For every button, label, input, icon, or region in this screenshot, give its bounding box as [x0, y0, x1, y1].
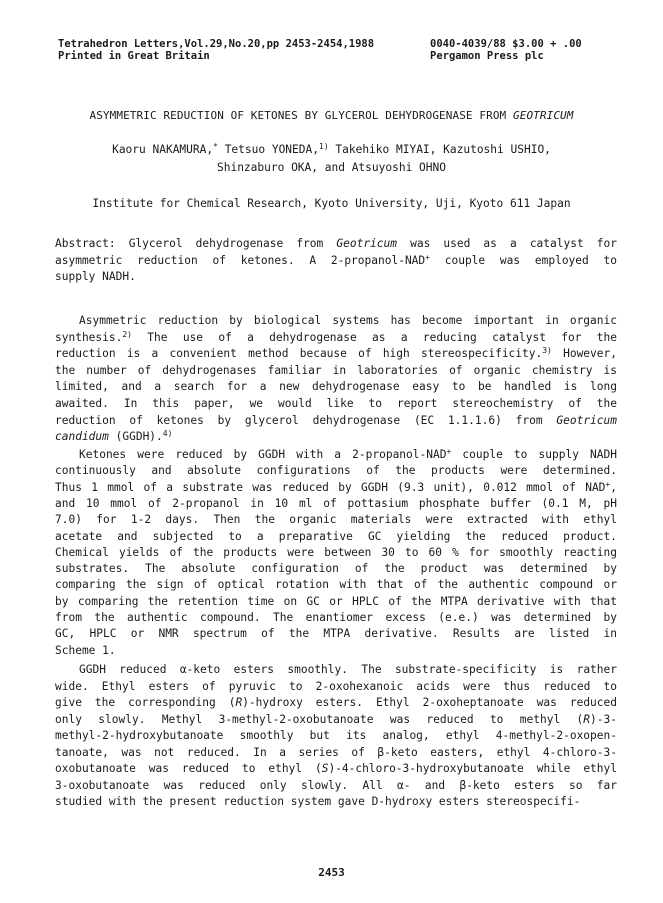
printed-in: Printed in Great Britain: [58, 50, 210, 62]
p3-line: tanoate, was not reduced. In a series of β-keto easters, ethyl 4-chloro-3-: [55, 745, 617, 759]
p2-line: from the authentic compound. The enantiomer excess (e.e.) was determined by: [55, 611, 617, 624]
p2-line: substrates. The absolute configuration of the product was determined by: [55, 562, 617, 576]
p1-line: awaited. In this paper, we would like to report stereochemistry of the: [55, 397, 617, 410]
p3-line: studied with the present reduction system gave D-hydroxy esters stereospecifi-: [55, 795, 581, 808]
authors-line-2: Shinzaburo OKA, and Atsuyoshi OHNO: [216, 161, 446, 174]
p3-line: GGDH reduced α-keto esters smoothly. The substrate-specificity is rather: [79, 663, 617, 676]
price-code: 0040-4039/88 $3.00 + .00: [430, 38, 582, 50]
page-number: 2453: [318, 866, 345, 879]
p2-line: by comparing the retention time on GC or HPLC of the MTPA derivative with that: [55, 594, 617, 608]
p3-line: give the corresponding (R)-hydroxy esters. Ethyl 2-oxoheptanoate was reduced: [55, 696, 617, 709]
p2-line: continuously and absolute configurations of the products were determined.: [55, 464, 617, 478]
affiliation: Institute for Chemical Research, Kyoto University, Uji, Kyoto 611 Japan: [92, 197, 571, 210]
publisher: Pergamon Press plc: [430, 50, 544, 62]
p1-line: synthesis.$^{2)}$ The use of a dehydrogenase as a reducing catalyst for the: [55, 329, 617, 344]
p3-line: wide. Ethyl esters of pyruvic to 2-oxohexanoic acids were thus reduced to: [55, 679, 617, 693]
abstract-line: supply NADH.: [55, 270, 136, 283]
p1-line: reduction is a convenient method because of high stereospecificity.$^{3)}$ However,: [55, 346, 617, 361]
abstract-line: Abstract: Glycerol dehydrogenase from Geotricum was used as a catalyst for: [55, 237, 617, 250]
abstract-line: asymmetric reduction of ketones. A 2-propanol-NAD+ couple was employed to: [55, 252, 617, 267]
p2-line: acetate and subjected to a preparative GC yielding the reduced product.: [55, 529, 617, 543]
p2-line: GC, HPLC or NMR spectrum of the MTPA derivative. Results are listed in: [55, 627, 617, 641]
p2-line: Thus 1 mmol of a substrate was reduced by GGDH (9.3 unit), 0.012 mmol of NAD+,: [55, 479, 617, 494]
p1-line: limited, and a search for a new dehydrogenase easy to be handled is long: [55, 380, 617, 394]
p3-line: only slowly. Methyl 3-methyl-2-oxobutanoate was reduced to methyl (R)-3-: [55, 712, 617, 726]
p2-line: and 10 mmol of 2-propanol in 10 ml of pottasium phosphate buffer (0.1 M, pH: [55, 496, 617, 510]
authors-line-1: Kaoru NAKAMURA,* Tetsuo YONEDA,$^{1)}$ Takehiko MIYAI, Kazutoshi USHIO,: [112, 142, 551, 156]
journal-citation: Tetrahedron Letters,Vol.29,No.20,pp 2453-2454,1988: [58, 38, 375, 50]
p2-line: comparing the sign of optical rotation with that of the authentic compound or: [55, 578, 617, 592]
p1-line: Asymmetric reduction by biological systems has become important in organic: [79, 314, 617, 327]
p2-line: Ketones were reduced by GGDH with a 2-propanol-NAD+ couple to supply NADH: [79, 447, 617, 461]
paper-title: ASYMMETRIC REDUCTION OF KETONES BY GLYCEROL DEHYDROGENASE FROM GEOTRICUM: [89, 109, 574, 122]
p3-line: oxobutanoate was reduced to ethyl (S)-4-chloro-3-hydroxybutanoate while ethyl: [55, 762, 617, 775]
p2-line: Scheme 1.: [55, 643, 116, 657]
p1-line: the number of dehydrogenases familiar in laboratories of organic chemistry is: [55, 363, 617, 377]
p1-line: reduction of ketones by glycerol dehydrogenase (EC 1.1.1.6) from Geotricum: [55, 413, 617, 427]
p2-line: 7.0) for 1-2 days. Then the organic materials were extracted with ethyl: [55, 513, 617, 527]
p3-line: methyl-2-hydroxybutanoate smoothly but its analog, ethyl 4-methyl-2-oxopen-: [55, 729, 617, 742]
p2-line: Chemical yields of the products were between 30 to 60 % for smoothly reacting: [55, 545, 617, 559]
p3-line: 3-oxobutanoate was reduced only slowly. All α- and β-keto esters so far: [55, 778, 617, 792]
p1-line: candidum (GGDH).$^{4)}$: [55, 429, 173, 444]
